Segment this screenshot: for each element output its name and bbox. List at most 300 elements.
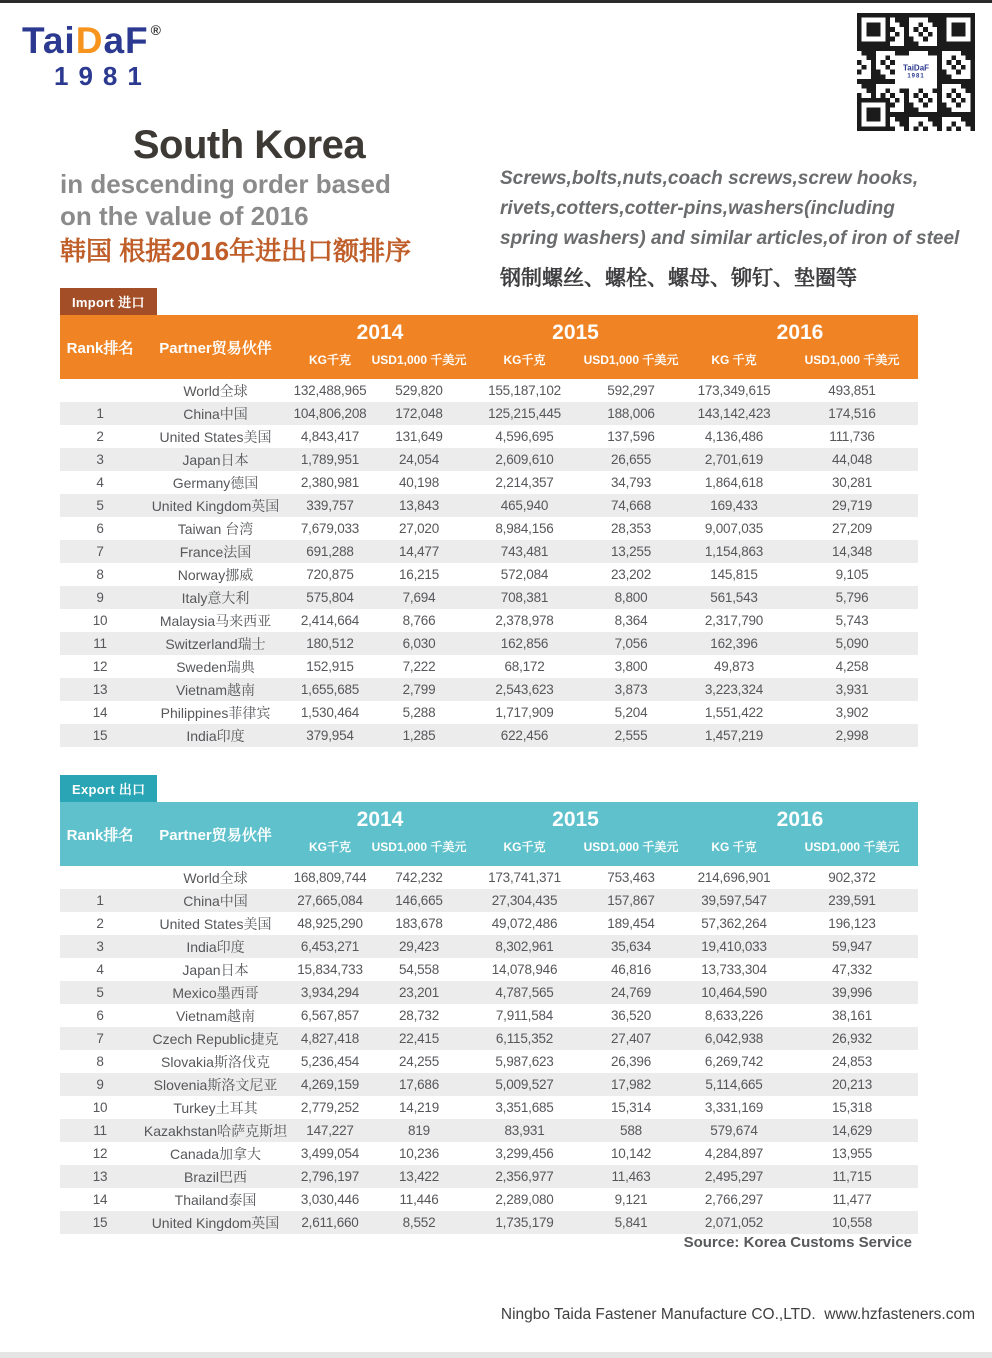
value-cell: 3,499,054: [300, 1146, 360, 1161]
value-cell: 147,227: [306, 1123, 354, 1138]
value-cell: 902,372: [828, 870, 876, 885]
value-cell: 2,799: [402, 682, 436, 697]
value-cell: 4,284,897: [704, 1146, 764, 1161]
rank-cell: 2: [96, 429, 104, 444]
value-cell: 493,851: [828, 383, 876, 398]
value-cell: 1,285: [402, 728, 436, 743]
value-cell: 74,668: [610, 498, 652, 513]
value-cell: 23,201: [398, 985, 440, 1000]
rank-cell: 11: [93, 636, 107, 651]
table-row: [60, 1165, 918, 1188]
value-cell: 180,512: [306, 636, 354, 651]
table-row: [60, 471, 918, 494]
value-cell: 23,202: [610, 567, 652, 582]
table-row: [60, 1027, 918, 1050]
rank-cell: 4: [96, 475, 104, 490]
value-cell: 2,701,619: [704, 452, 764, 467]
value-cell: 38,161: [831, 1008, 873, 1023]
value-cell: 8,364: [614, 613, 648, 628]
table-row: [60, 866, 918, 889]
value-cell: 8,552: [402, 1215, 436, 1230]
value-cell: 6,567,857: [300, 1008, 360, 1023]
value-cell: 83,931: [504, 1123, 545, 1138]
table-row: [60, 1050, 918, 1073]
value-cell: 691,288: [306, 544, 354, 559]
value-cell: 4,136,486: [704, 429, 764, 444]
table-row: [60, 1142, 918, 1165]
table-row: [60, 1211, 918, 1234]
rank-cell: 15: [92, 1215, 108, 1230]
value-cell: 40,198: [398, 475, 440, 490]
partner-cell: Germany德国: [172, 474, 259, 491]
qr-brand-text: TaiDaF: [902, 63, 930, 73]
value-cell: 39,996: [831, 985, 873, 1000]
value-cell: 5,204: [614, 705, 648, 720]
rank-cell: 9: [96, 1077, 104, 1092]
rank-cell: 9: [96, 590, 104, 605]
rank-column-header: Rank排名: [60, 315, 140, 379]
subtitle-line2: on the value of 2016: [60, 201, 309, 231]
value-cell: 4,596,695: [495, 429, 554, 444]
value-cell: 68,172: [504, 659, 545, 674]
value-cell: 27,665,084: [297, 893, 363, 908]
value-cell: 14,219: [398, 1100, 440, 1115]
table-row: [60, 958, 918, 981]
value-cell: 14,078,946: [491, 962, 558, 977]
value-cell: 5,288: [402, 705, 436, 720]
partner-cell: Japan日本: [182, 961, 249, 978]
partner-cell: Slovakia斯洛伐克: [161, 1053, 270, 1070]
import-section: [60, 288, 918, 747]
value-cell: 465,940: [500, 498, 549, 513]
value-cell: 592,297: [607, 383, 655, 398]
value-cell: 2,998: [835, 728, 869, 743]
table-row: [60, 1119, 918, 1142]
value-cell: 27,020: [398, 521, 440, 536]
value-cell: 3,902: [835, 705, 869, 720]
table-row: [60, 701, 918, 724]
value-cell: 9,105: [835, 567, 869, 582]
value-cell: 3,873: [614, 682, 648, 697]
value-cell: 1,717,909: [495, 705, 554, 720]
value-cell: 132,488,965: [293, 383, 367, 398]
value-cell: 2,214,357: [495, 475, 554, 490]
value-cell: 173,349,615: [697, 383, 771, 398]
description-line3: spring washers) and similar articles,of iron of steel: [500, 228, 960, 249]
value-cell: 26,396: [610, 1054, 652, 1069]
value-cell: 10,558: [831, 1215, 873, 1230]
partner-cell: Kazakhstan哈萨克斯坦: [143, 1122, 288, 1139]
usd-subheader: USD1,000 千美元: [369, 834, 469, 866]
table-row: [60, 935, 918, 958]
rank-cell: 5: [96, 985, 104, 1000]
value-cell: 1,735,179: [495, 1215, 554, 1230]
usd-subheader: USD1,000 千美元: [369, 347, 469, 379]
partner-cell: United States美国: [159, 915, 272, 932]
value-cell: 3,800: [614, 659, 648, 674]
value-cell: 44,048: [831, 452, 873, 467]
partner-cell: Philippines菲律宾: [160, 704, 271, 721]
value-cell: 13,733,304: [701, 962, 767, 977]
table-row: [60, 912, 918, 935]
table-row: [60, 425, 918, 448]
rank-cell: 12: [92, 659, 108, 674]
year-header-2015: 2015: [469, 315, 682, 347]
value-cell: 2,495,297: [704, 1169, 764, 1184]
value-cell: 35,634: [610, 939, 652, 954]
partner-cell: Slovenia斯洛文尼亚: [153, 1076, 278, 1093]
export-table-body: [60, 866, 918, 1234]
rank-cell: 7: [96, 1031, 104, 1046]
rank-cell: 7: [96, 544, 104, 559]
value-cell: 3,351,685: [495, 1100, 554, 1115]
import-tag: Import 进口: [60, 288, 157, 315]
value-cell: 143,142,423: [697, 406, 771, 421]
value-cell: 13,255: [610, 544, 652, 559]
value-cell: 26,932: [831, 1031, 873, 1046]
rank-cell: 10: [92, 613, 108, 628]
value-cell: 46,816: [610, 962, 652, 977]
value-cell: 125,215,445: [488, 406, 561, 421]
rank-cell: 15: [92, 728, 108, 743]
value-cell: 10,142: [610, 1146, 652, 1161]
value-cell: 2,289,080: [495, 1192, 554, 1207]
value-cell: 2,779,252: [300, 1100, 360, 1115]
value-cell: 57,362,264: [701, 916, 767, 931]
value-cell: 2,609,610: [495, 452, 554, 467]
value-cell: 8,633,226: [704, 1008, 764, 1023]
table-row: [60, 1188, 918, 1211]
registered-mark: ®: [150, 22, 162, 38]
value-cell: 11,446: [399, 1192, 439, 1207]
partner-cell: Vietnam越南: [175, 1007, 256, 1024]
year-header-2014: 2014: [291, 315, 469, 347]
value-cell: 49,072,486: [491, 916, 558, 931]
value-cell: 27,304,435: [491, 893, 558, 908]
value-cell: 2,380,981: [300, 475, 360, 490]
partner-cell: Malaysia马来西亚: [159, 612, 272, 629]
source-note: Source: Korea Customs Service: [683, 1234, 912, 1251]
value-cell: 183,678: [395, 916, 443, 931]
value-cell: 575,804: [306, 590, 354, 605]
partner-cell: United Kingdom英国: [151, 497, 280, 514]
value-cell: 13,955: [831, 1146, 873, 1161]
value-cell: 189,454: [607, 916, 655, 931]
value-cell: 13,843: [398, 498, 440, 513]
value-cell: 47,332: [831, 962, 873, 977]
rank-cell: 5: [96, 498, 104, 513]
value-cell: 3,030,446: [300, 1192, 360, 1207]
value-cell: 743,481: [500, 544, 549, 559]
value-cell: 2,414,664: [300, 613, 360, 628]
year-header-2016: 2016: [682, 315, 918, 347]
value-cell: 36,520: [610, 1008, 652, 1023]
value-cell: 20,213: [831, 1077, 873, 1092]
value-cell: 6,042,938: [704, 1031, 764, 1046]
table-row: [60, 632, 918, 655]
value-cell: 708,381: [500, 590, 549, 605]
value-cell: 5,114,665: [705, 1077, 763, 1092]
value-cell: 7,222: [402, 659, 436, 674]
value-cell: 19,410,033: [701, 939, 767, 954]
table-row: [60, 517, 918, 540]
value-cell: 162,396: [710, 636, 758, 651]
value-cell: 146,665: [395, 893, 443, 908]
value-cell: 7,911,584: [495, 1008, 554, 1023]
value-cell: 6,453,271: [300, 939, 360, 954]
value-cell: 8,800: [614, 590, 648, 605]
value-cell: 29,719: [831, 498, 873, 513]
export-table-header: [60, 802, 918, 866]
value-cell: 11,715: [832, 1169, 872, 1184]
subtitle-line1: in descending order based: [60, 169, 391, 199]
kg-subheader: KG千克: [469, 834, 580, 866]
value-cell: 48,925,290: [297, 916, 363, 931]
table-row: [60, 540, 918, 563]
partner-cell: Japan日本: [182, 451, 249, 468]
value-cell: 214,696,901: [697, 870, 771, 885]
partner-cell: World全球: [183, 382, 248, 399]
value-cell: 1,655,685: [300, 682, 360, 697]
value-cell: 173,741,371: [488, 870, 561, 885]
rank-cell: 1: [96, 893, 104, 908]
value-cell: 3,934,294: [300, 985, 360, 1000]
partner-cell: France法国: [179, 543, 252, 560]
value-cell: 10,464,590: [701, 985, 767, 1000]
value-cell: 3,331,169: [704, 1100, 764, 1115]
value-cell: 4,843,417: [300, 429, 360, 444]
value-cell: 6,115,352: [495, 1031, 554, 1046]
year-header-2016: 2016: [682, 802, 918, 834]
value-cell: 14,348: [831, 544, 873, 559]
value-cell: 24,769: [610, 985, 652, 1000]
logo-year: 1981: [54, 61, 152, 91]
partner-cell: Italy意大利: [181, 589, 250, 606]
table-row: [60, 586, 918, 609]
value-cell: 24,255: [398, 1054, 440, 1069]
export-tag: Export 出口: [60, 775, 157, 802]
value-cell: 11,477: [832, 1192, 872, 1207]
value-cell: 9,121: [614, 1192, 648, 1207]
partner-cell: China中国: [183, 892, 248, 909]
partner-cell: China中国: [183, 405, 248, 422]
partner-cell: Mexico墨西哥: [172, 984, 259, 1001]
value-cell: 579,674: [710, 1123, 758, 1138]
rank-cell: [60, 866, 140, 889]
value-cell: 5,796: [835, 590, 869, 605]
logo-part-orange: D: [75, 20, 104, 61]
value-cell: 27,407: [610, 1031, 652, 1046]
partner-cell: Czech Republic捷克: [152, 1030, 279, 1047]
rank-cell: 4: [96, 962, 104, 977]
rank-cell: 3: [96, 452, 104, 467]
description-chinese: 钢制螺丝、螺栓、螺母、铆钉、垫圈等: [500, 267, 857, 290]
company-footer: Ningbo Taida Fastener Manufacture CO.,LTD. www.hzfasteners.com: [500, 1306, 975, 1323]
rank-cell: 6: [96, 1008, 104, 1023]
partner-cell: Norway挪威: [177, 566, 254, 583]
value-cell: 17,982: [610, 1077, 652, 1092]
usd-subheader: USD1,000 千美元: [786, 347, 918, 379]
rank-cell: 10: [92, 1100, 108, 1115]
import-table-header: [60, 315, 918, 379]
rank-cell: 14: [92, 705, 108, 720]
value-cell: 30,281: [831, 475, 873, 490]
rank-cell: [60, 379, 140, 402]
value-cell: 11,463: [611, 1169, 651, 1184]
value-cell: 3,299,456: [495, 1146, 554, 1161]
top-border: [0, 0, 992, 3]
value-cell: 2,766,297: [704, 1192, 764, 1207]
value-cell: 3,931: [835, 682, 869, 697]
rank-cell: 12: [92, 1146, 108, 1161]
rank-cell: 8: [96, 567, 104, 582]
value-cell: 22,415: [398, 1031, 440, 1046]
table-row: [60, 379, 918, 402]
value-cell: 28,353: [610, 521, 652, 536]
value-cell: 174,516: [828, 406, 876, 421]
value-cell: 7,056: [614, 636, 648, 651]
kg-subheader: KG千克: [291, 834, 369, 866]
partner-cell: Brazil巴西: [183, 1168, 247, 1185]
value-cell: 1,154,863: [704, 544, 764, 559]
value-cell: 7,694: [402, 590, 436, 605]
product-description: [500, 164, 980, 292]
value-cell: 145,815: [710, 567, 758, 582]
value-cell: 6,030: [402, 636, 436, 651]
partner-cell: India印度: [186, 938, 245, 955]
value-cell: 14,477: [398, 544, 440, 559]
partner-cell: Thailand泰国: [174, 1191, 257, 1208]
qr-center-logo: [900, 64, 932, 81]
bottom-bar: [0, 1352, 992, 1358]
value-cell: 2,071,052: [704, 1215, 764, 1230]
table-row: [60, 981, 918, 1004]
value-cell: 188,006: [607, 406, 655, 421]
rank-cell: 11: [93, 1123, 107, 1138]
value-cell: 819: [408, 1123, 430, 1138]
value-cell: 2,378,978: [495, 613, 554, 628]
value-cell: 1,530,464: [300, 705, 360, 720]
rank-cell: 13: [92, 1169, 108, 1184]
table-row: [60, 655, 918, 678]
partner-column-header: Partner贸易伙伴: [140, 315, 291, 379]
partner-cell: United Kingdom英国: [151, 1214, 280, 1231]
value-cell: 742,232: [395, 870, 443, 885]
value-cell: 5,743: [835, 613, 869, 628]
value-cell: 196,123: [828, 916, 876, 931]
value-cell: 39,597,547: [701, 893, 767, 908]
usd-subheader: USD1,000 千美元: [580, 834, 682, 866]
subtitle-chinese: 韩国 根据2016年进出口额排序: [60, 236, 412, 266]
table-row: [60, 1096, 918, 1119]
kg-subheader: KG 千克: [682, 834, 786, 866]
partner-cell: India印度: [186, 727, 245, 744]
logo-part-blue: Tai: [22, 20, 76, 61]
usd-subheader: USD1,000 千美元: [580, 347, 682, 379]
value-cell: 4,787,565: [495, 985, 554, 1000]
value-cell: 9,007,035: [704, 521, 764, 536]
logo-part-blue2: aF: [103, 20, 149, 61]
table-row: [60, 402, 918, 425]
value-cell: 379,954: [306, 728, 354, 743]
export-table: [60, 802, 918, 1234]
value-cell: 168,809,744: [293, 870, 367, 885]
value-cell: 4,258: [835, 659, 869, 674]
partner-cell: Vietnam越南: [175, 681, 256, 698]
table-row: [60, 1073, 918, 1096]
value-cell: 5,009,527: [495, 1077, 554, 1092]
value-cell: 13,422: [398, 1169, 440, 1184]
title-block: [60, 122, 438, 268]
value-cell: 24,054: [398, 452, 440, 467]
value-cell: 172,048: [395, 406, 443, 421]
rank-cell: 6: [96, 521, 104, 536]
value-cell: 8,984,156: [495, 521, 554, 536]
partner-cell: World全球: [183, 869, 248, 886]
table-row: [60, 448, 918, 471]
brand-logo-text: [22, 12, 162, 59]
usd-subheader: USD1,000 千美元: [786, 834, 918, 866]
value-cell: 7,679,033: [300, 521, 360, 536]
value-cell: 8,766: [402, 613, 436, 628]
page-title: South Korea: [132, 123, 366, 167]
value-cell: 572,084: [500, 567, 549, 582]
rank-cell: 3: [96, 939, 104, 954]
kg-subheader: KG千克: [291, 347, 369, 379]
value-cell: 152,915: [306, 659, 354, 674]
qr-code: [855, 13, 977, 131]
value-cell: 1,551,422: [704, 705, 764, 720]
value-cell: 6,269,742: [704, 1054, 764, 1069]
value-cell: 17,686: [398, 1077, 440, 1092]
value-cell: 4,269,159: [300, 1077, 360, 1092]
value-cell: 15,834,733: [297, 962, 363, 977]
value-cell: 15,314: [610, 1100, 652, 1115]
year-header-2015: 2015: [469, 802, 682, 834]
value-cell: 10,236: [398, 1146, 440, 1161]
table-row: [60, 678, 918, 701]
value-cell: 111,736: [829, 429, 875, 444]
partner-cell: Turkey土耳其: [173, 1099, 258, 1116]
table-row: [60, 609, 918, 632]
value-cell: 5,236,454: [300, 1054, 360, 1069]
value-cell: 2,611,660: [301, 1215, 359, 1230]
value-cell: 5,841: [614, 1215, 648, 1230]
rank-cell: 2: [96, 916, 104, 931]
table-row: [60, 889, 918, 912]
partner-cell: Sweden瑞典: [176, 658, 255, 675]
value-cell: 162,856: [500, 636, 549, 651]
rank-cell: 13: [92, 682, 108, 697]
value-cell: 339,757: [306, 498, 354, 513]
table-row: [60, 563, 918, 586]
value-cell: 16,215: [398, 567, 440, 582]
value-cell: 1,457,219: [704, 728, 764, 743]
kg-subheader: KG千克: [469, 347, 580, 379]
value-cell: 27,209: [831, 521, 873, 536]
value-cell: 155,187,102: [488, 383, 561, 398]
value-cell: 588: [620, 1123, 642, 1138]
qr-year-text: 1981: [907, 73, 925, 80]
value-cell: 2,796,197: [300, 1169, 360, 1184]
year-header-2014: 2014: [291, 802, 469, 834]
partner-cell: United States美国: [159, 428, 272, 445]
value-cell: 2,543,623: [495, 682, 554, 697]
partner-cell: Switzerland瑞士: [165, 635, 266, 652]
value-cell: 5,090: [835, 636, 869, 651]
value-cell: 137,596: [607, 429, 655, 444]
value-cell: 1,789,951: [300, 452, 360, 467]
